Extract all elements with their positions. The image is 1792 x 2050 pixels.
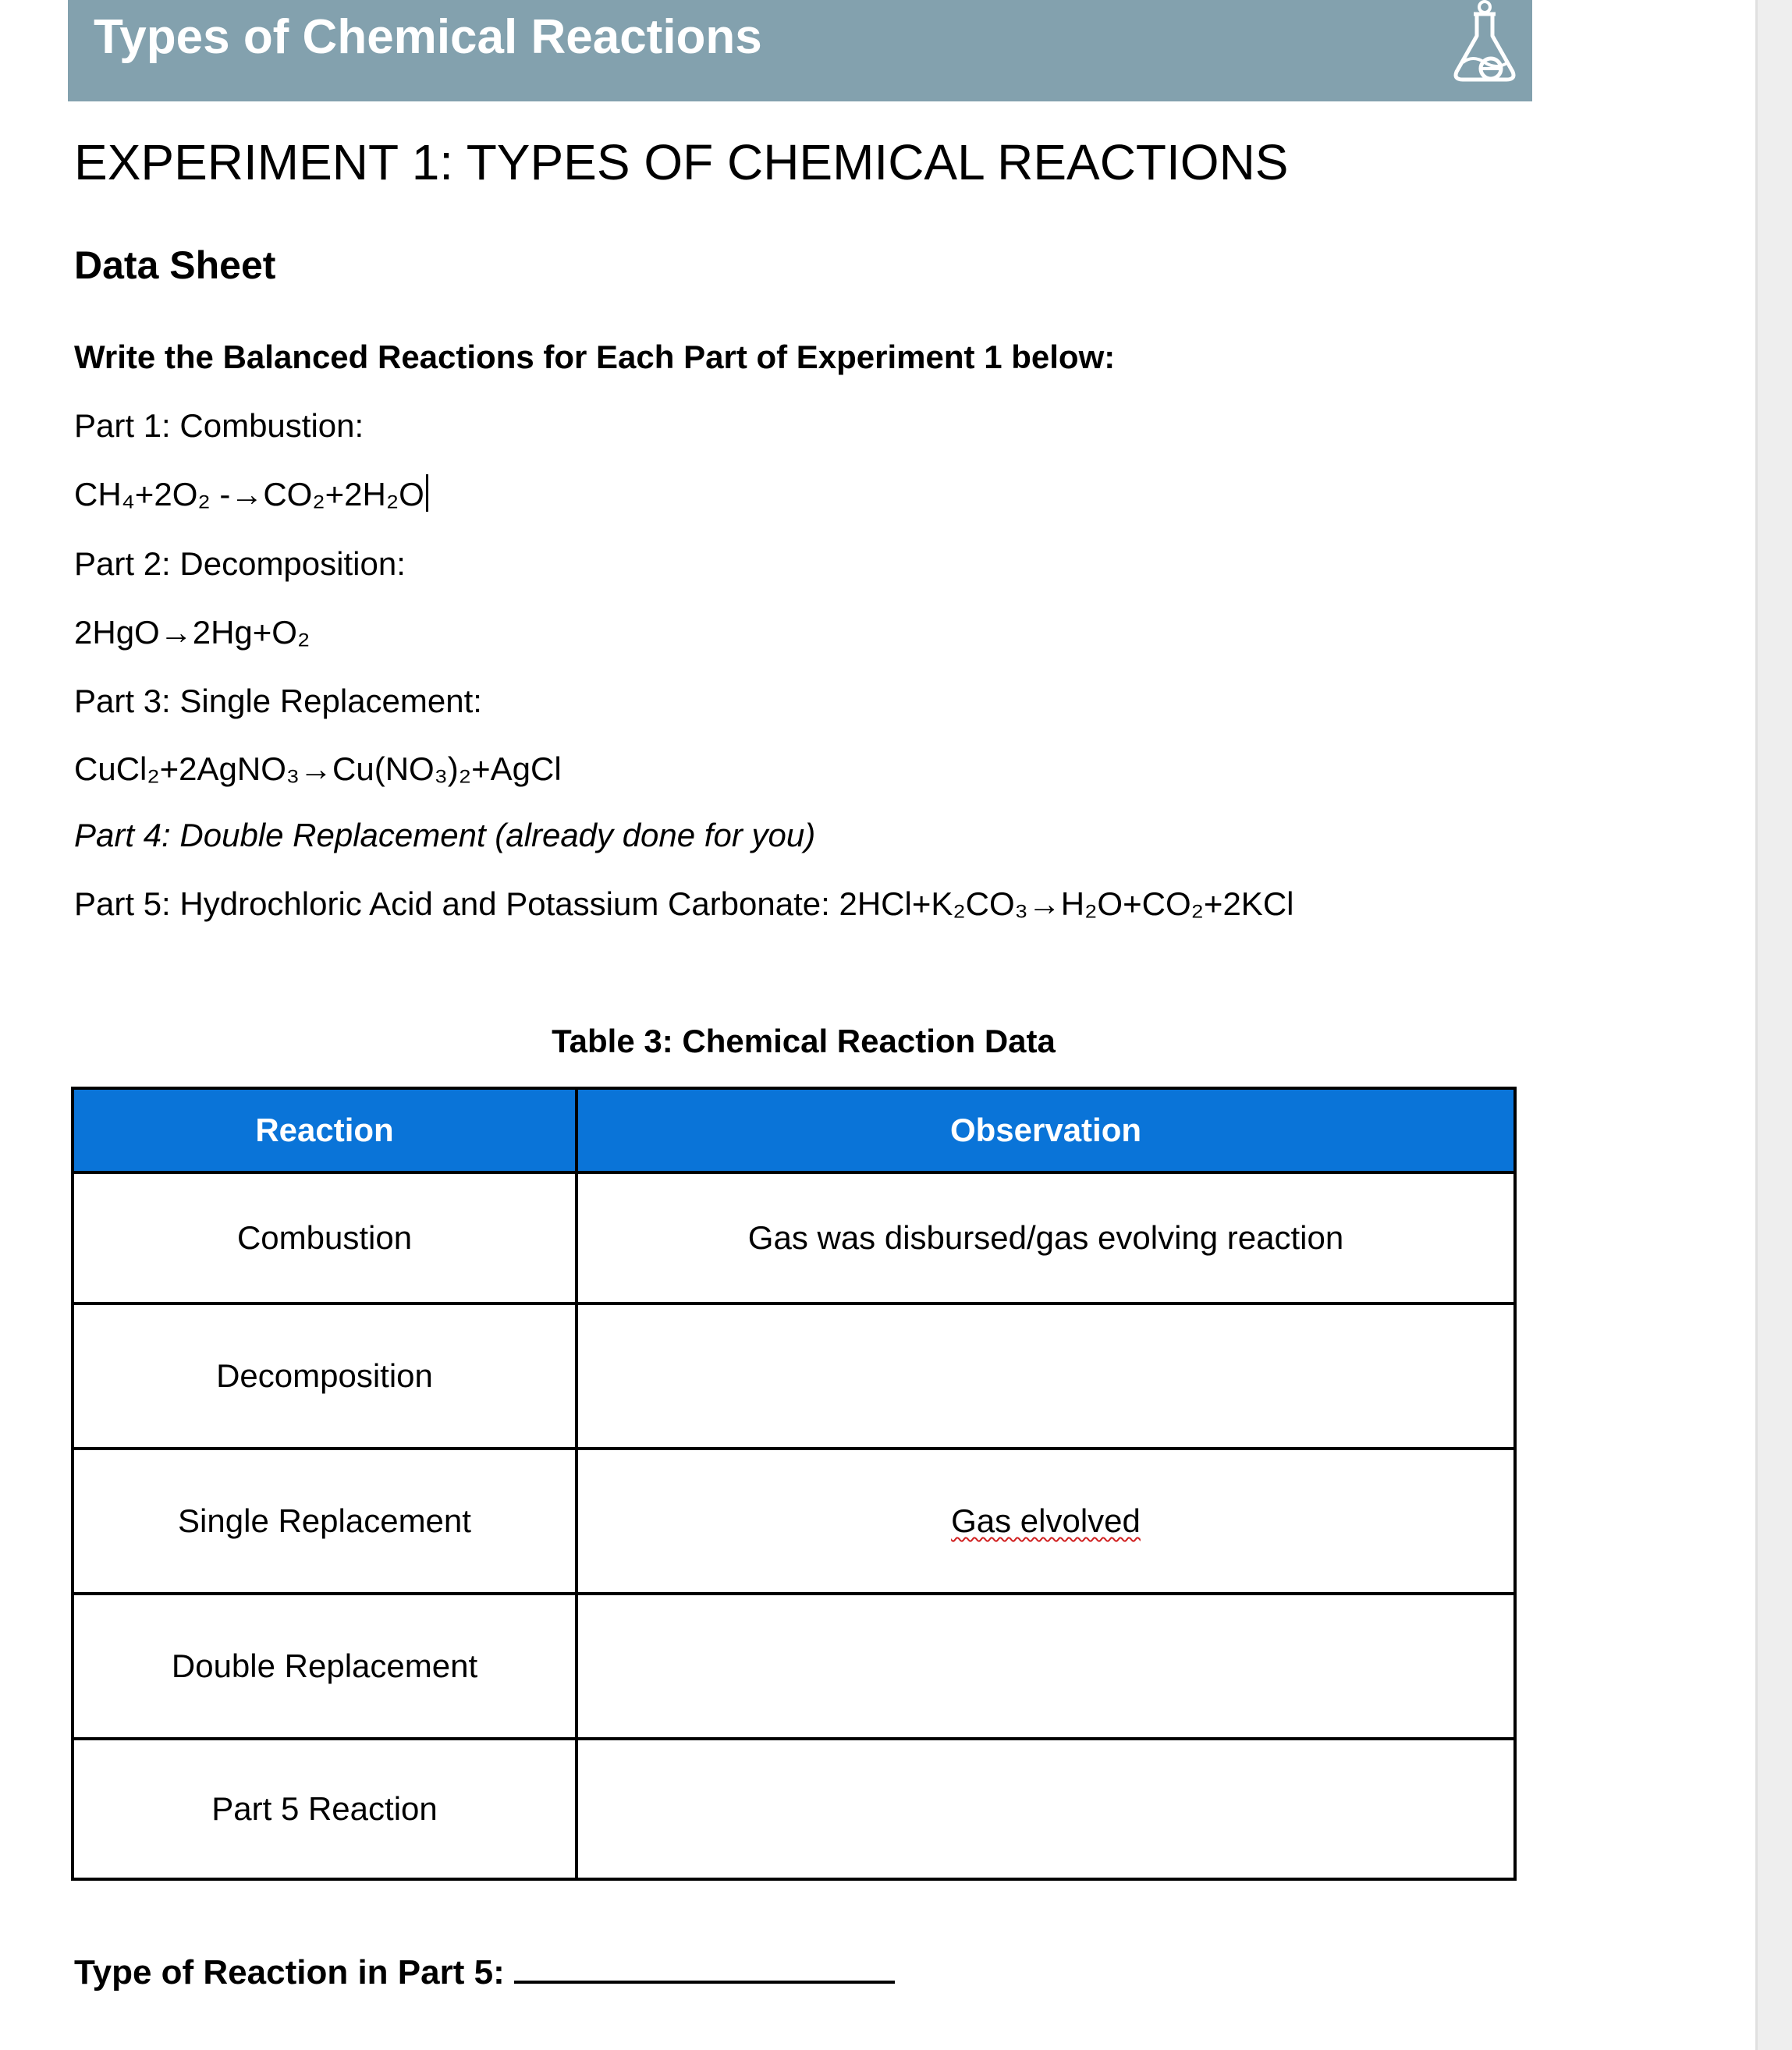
table-row (73, 1449, 1515, 1594)
table-row (73, 1303, 1515, 1449)
scrollbar-track[interactable] (1755, 0, 1792, 2050)
part2-label: Part 2: Decomposition: (74, 545, 406, 582)
table-header-row (73, 1088, 1515, 1172)
part5-type-question (74, 1946, 895, 1996)
part5-type-label: Type of Reaction in Part 5: (74, 1953, 505, 1991)
answer-blank[interactable] (514, 1946, 895, 1984)
reaction-cell[interactable]: Part 5 Reaction (73, 1739, 577, 1879)
observation-cell[interactable] (577, 1449, 1515, 1594)
column-header-observation: Observation (577, 1088, 1515, 1172)
part3-label: Part 3: Single Replacement: (74, 683, 482, 719)
part5-label: Part 5: Hydrochloric Acid and Potassium Carbonate: (74, 885, 839, 922)
part2-equation[interactable]: 2HgO→2Hg+O₂ (74, 614, 310, 651)
section-title: Data Sheet (74, 243, 276, 287)
observation-cell[interactable] (577, 1303, 1515, 1449)
instruction-text: Write the Balanced Reactions for Each Part of Experiment 1 below: (74, 339, 1116, 375)
observation-cell[interactable] (577, 1594, 1515, 1739)
table-caption: Table 3: Chemical Reaction Data (552, 1023, 1056, 1059)
table-row (73, 1172, 1515, 1303)
reaction-cell[interactable]: Combustion (73, 1172, 577, 1303)
reaction-cell[interactable]: Single Replacement (73, 1449, 577, 1594)
reaction-cell[interactable]: Decomposition (73, 1303, 577, 1449)
observation-cell[interactable] (577, 1172, 1515, 1303)
header-title: Types of Chemical Reactions (94, 10, 762, 64)
observation-text: Gas was disbursed/gas evolving reaction (747, 1219, 1344, 1256)
part1-equation[interactable] (74, 471, 428, 518)
part5-equation[interactable]: 2HCl+K₂CO₃→H₂O+CO₂+2KCl (839, 885, 1294, 922)
observation-text: Gas elvolved (951, 1502, 1141, 1539)
part1-equation-text[interactable]: CH₄+2O₂ -→CO₂+2H₂O (74, 476, 424, 512)
part3-equation[interactable]: CuCl₂+2AgNO₃→Cu(NO₃)₂+AgCl (74, 750, 562, 787)
table-row (73, 1739, 1515, 1879)
part5-line (74, 881, 1293, 927)
text-cursor (426, 474, 428, 512)
column-header-reaction: Reaction (73, 1088, 577, 1172)
page-title: EXPERIMENT 1: TYPES OF CHEMICAL REACTIONS (74, 134, 1289, 190)
reaction-cell[interactable]: Double Replacement (73, 1594, 577, 1739)
table-row (73, 1594, 1515, 1739)
observation-cell[interactable] (577, 1739, 1515, 1879)
reaction-data-table (71, 1087, 1517, 1881)
part1-label: Part 1: Combustion: (74, 407, 364, 444)
header-band (68, 0, 1532, 101)
part4-label: Part 4: Double Replacement (already done for you) (74, 817, 816, 853)
flask-icon (1446, 0, 1524, 86)
